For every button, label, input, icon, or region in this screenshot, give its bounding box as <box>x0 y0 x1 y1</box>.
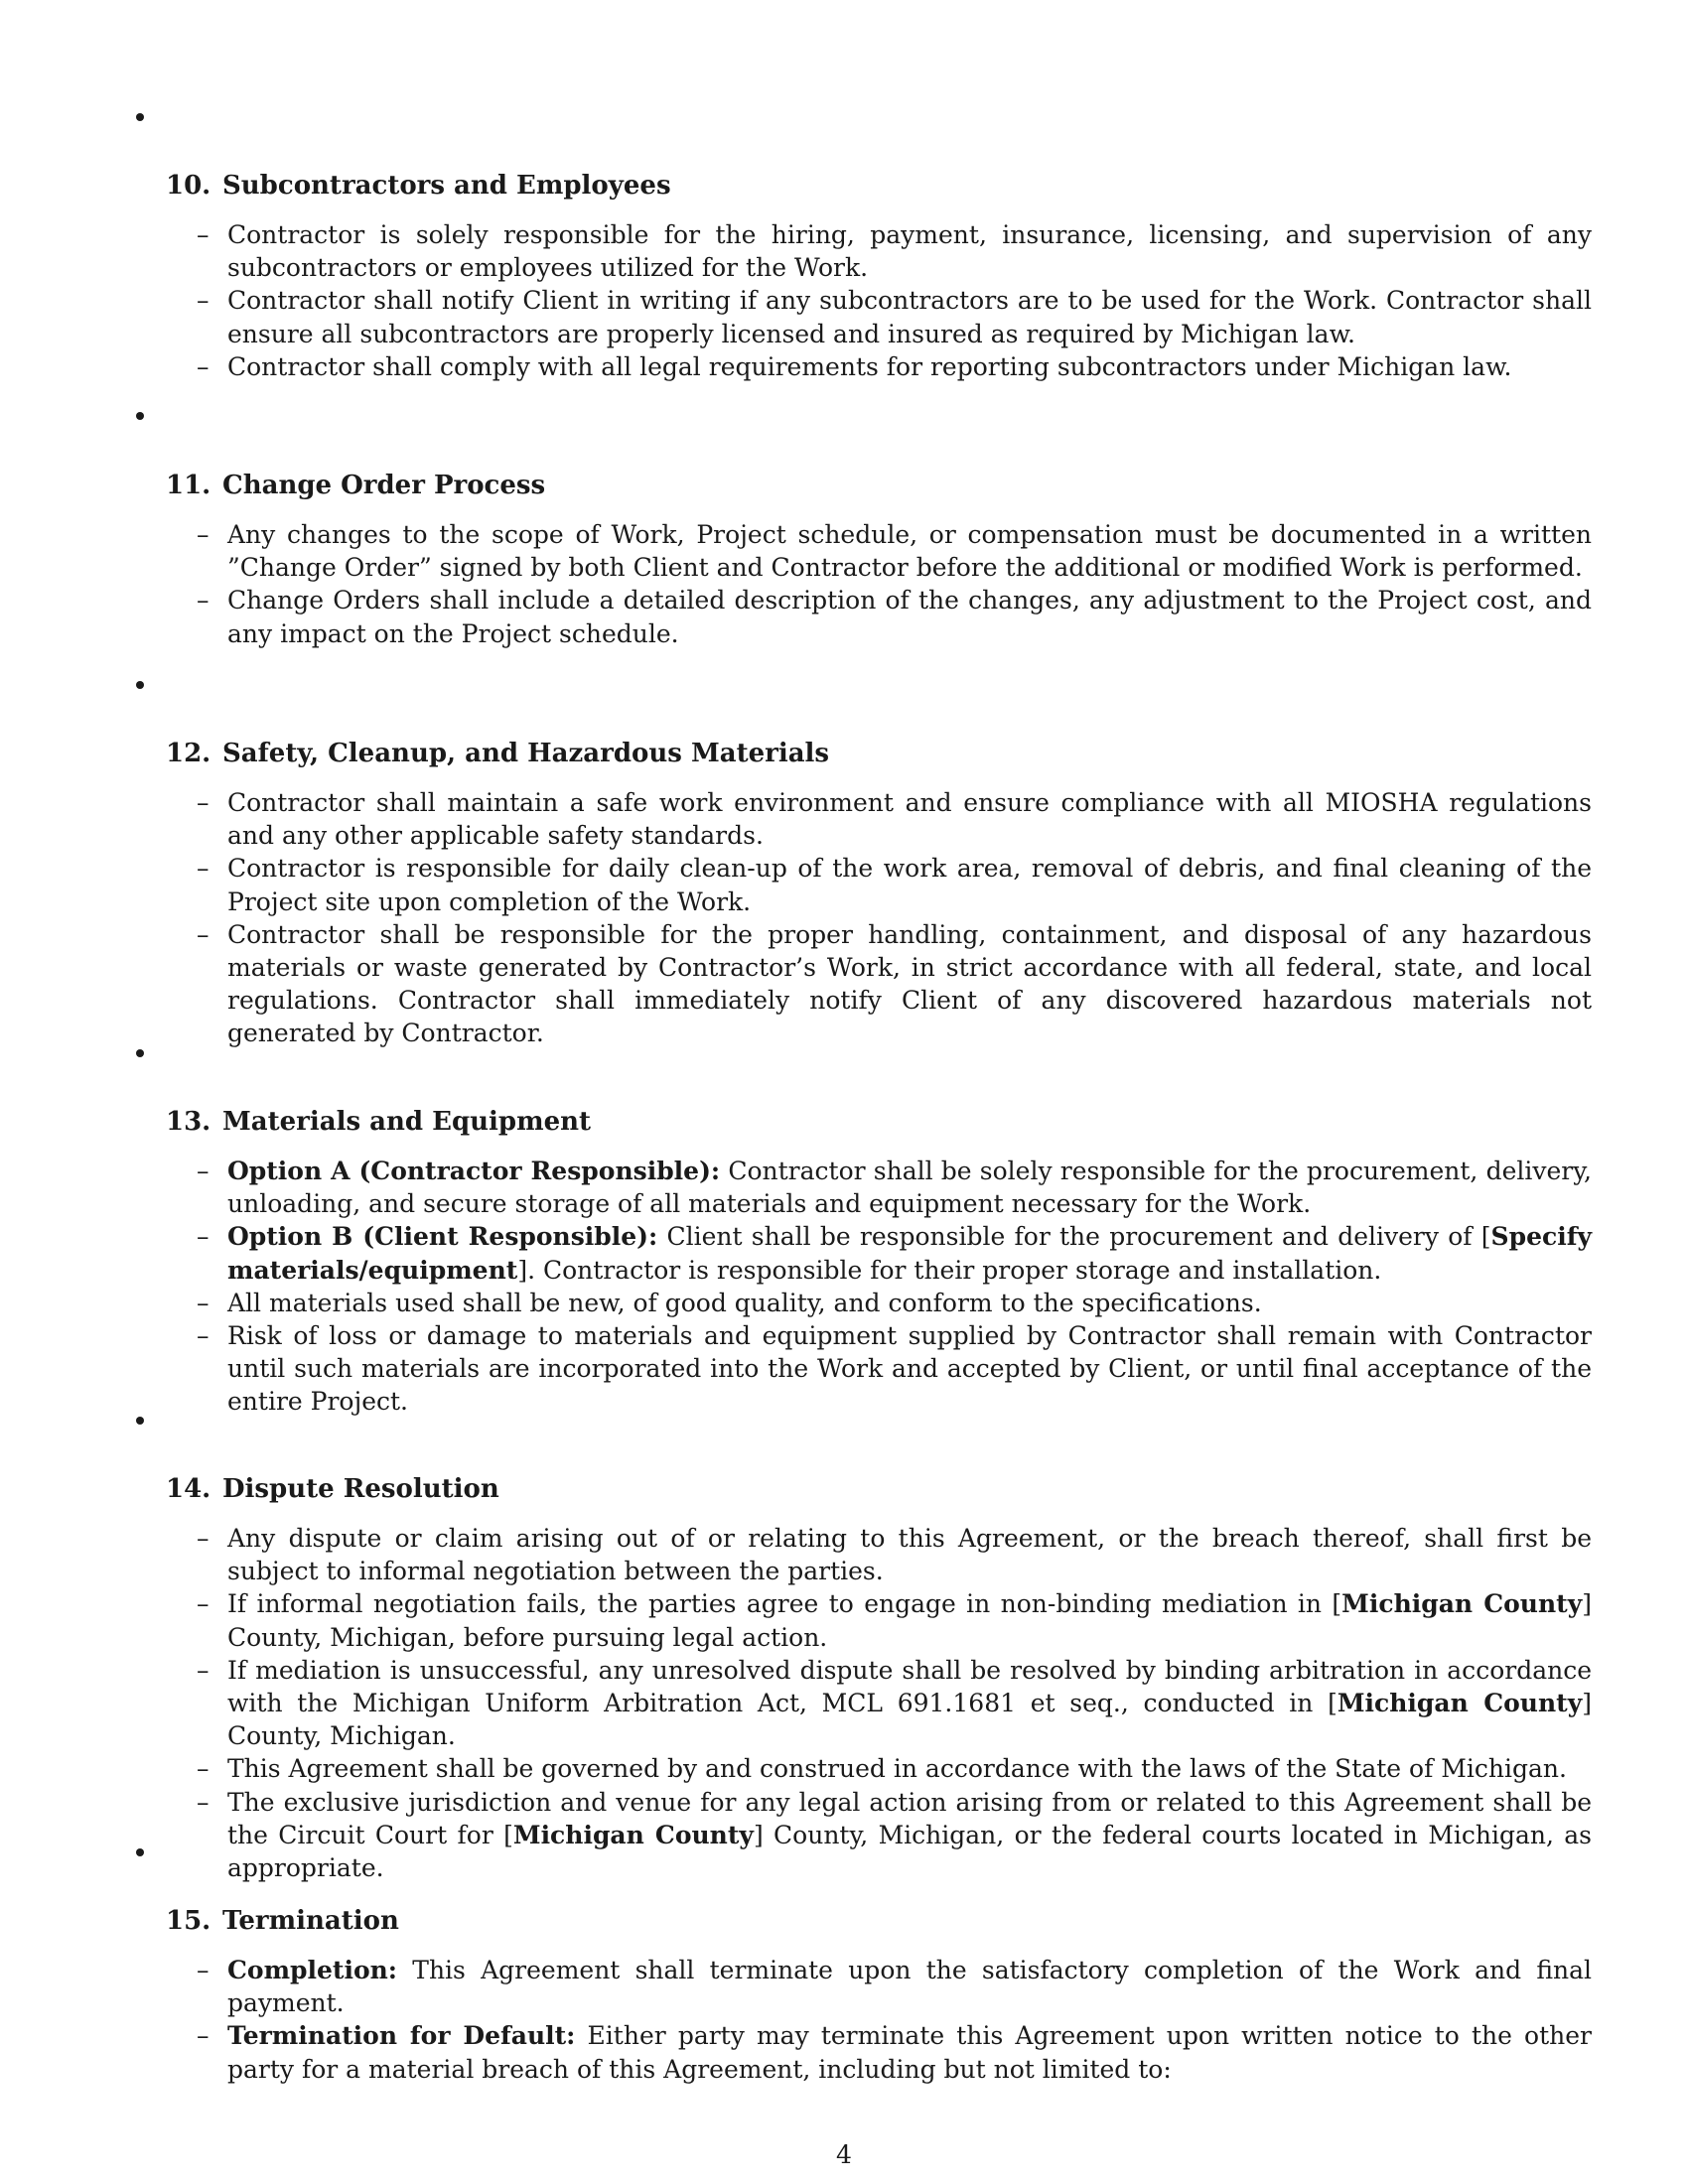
item-text: If informal negotiation fails, the parties agree to engage in non-binding mediation in [ <box>227 1589 1342 1619</box>
section-title: Subcontractors and Employees <box>222 171 671 201</box>
section-heading <box>166 1472 499 1506</box>
dash-marker: – <box>197 1787 210 1817</box>
item-text: Client shall be responsible for the procurement and delivery of [ <box>666 1222 1491 1252</box>
section-number: 14. <box>166 1474 211 1504</box>
list-item <box>197 2019 1592 2085</box>
dash-marker: – <box>197 1288 210 1317</box>
list-item <box>197 1522 1592 1587</box>
item-text: Contractor shall be responsible for the proper handling, containment, and disposal of any hazardous materials or waste generated by Contractor’s Work, in strict accordance with all federal, state, and local regulations. Contractor shall immediately notify Client of any discovered hazardous materials not generated by Contractor. <box>227 919 1592 1048</box>
item-label: Completion: <box>227 1956 398 1984</box>
list-item <box>197 786 1592 852</box>
item-text: Contractor is solely responsible for the hiring, payment, insurance, licensing, and supervision of any subcontractors or employees utilized for the Work. <box>227 220 1592 283</box>
bullet-marker <box>136 1049 144 1057</box>
section-item-list <box>197 786 1592 1050</box>
placeholder-field: Specify materials/equipment <box>227 1222 1592 1285</box>
dash-marker: – <box>197 788 210 817</box>
item-text: Risk of loss or damage to materials and equipment supplied by Contractor shall remain with Contractor until such materials are incorporated into the Work and accepted by Client, or until final acceptance of the entire Project. <box>227 1321 1592 1417</box>
dash-marker: – <box>197 854 210 884</box>
section-item-list <box>197 1522 1592 1884</box>
section-heading <box>166 1904 399 1938</box>
section-number: 12. <box>166 739 211 768</box>
dash-marker: – <box>197 1589 210 1619</box>
item-text: Contractor is responsible for daily clean-up of the work area, removal of debris, and final cleaning of the Project site upon completion of the Work. <box>227 854 1592 916</box>
item-text: If mediation is unsuccessful, any unresolved dispute shall be resolved by binding arbitration in accordance with the Michigan Uniform Arbitration Act, MCL 691.1681 et seq., conducted in [ <box>227 1655 1592 1718</box>
bullet-marker <box>136 412 144 420</box>
bullet-marker <box>136 113 144 121</box>
section-heading <box>166 169 671 203</box>
dash-marker: – <box>197 520 210 549</box>
item-label: Termination for Default: <box>227 2021 576 2051</box>
bullet-marker <box>136 681 144 689</box>
dash-marker: – <box>197 1524 210 1553</box>
item-text: Contractor shall maintain a safe work environment and ensure compliance with all MIOSHA regulations and any other applicable safety standards. <box>227 788 1592 851</box>
dash-marker: – <box>197 586 210 615</box>
item-text: This Agreement shall terminate upon the satisfactory completion of the Work and final payment. <box>227 1956 1592 2018</box>
item-text: Change Orders shall include a detailed description of the changes, any adjustment to the Project cost, and any impact on the Project schedule. <box>227 586 1592 648</box>
section-heading <box>166 737 829 770</box>
item-text: Contractor shall notify Client in writing if any subcontractors are to be used for the Work. Contractor shall ensure all subcontractors are properly licensed and insured as required by Michigan law. <box>227 286 1592 348</box>
dash-marker: – <box>197 286 210 316</box>
item-text: Any dispute or claim arising out of or relating to this Agreement, or the breach thereof, shall first be subject to informal negotiation between the parties. <box>227 1524 1592 1586</box>
item-text: Contractor shall comply with all legal requirements for reporting subcontractors under Michigan law. <box>227 351 1512 381</box>
section-item-list <box>197 1954 1592 2086</box>
dash-marker: – <box>197 1655 210 1685</box>
section-title: Safety, Cleanup, and Hazardous Materials <box>222 739 830 768</box>
item-text: This Agreement shall be governed by and construed in accordance with the laws of the State of Michigan. <box>227 1754 1567 1784</box>
item-text-after: ] County, Michigan, before pursuing legal action. <box>227 1589 1592 1652</box>
dash-marker: – <box>197 1222 210 1252</box>
list-item <box>197 350 1592 383</box>
placeholder-field: Michigan County <box>1336 1689 1583 1718</box>
item-text-after: ]. Contractor is responsible for their proper storage and installation. <box>517 1255 1382 1285</box>
section-item-list <box>197 218 1592 383</box>
section-item-list <box>197 1155 1592 1419</box>
section-title: Dispute Resolution <box>222 1474 499 1504</box>
list-item <box>197 1155 1592 1220</box>
list-item <box>197 1786 1592 1885</box>
section-title: Termination <box>222 1906 399 1936</box>
dash-marker: – <box>197 1754 210 1784</box>
dash-marker: – <box>197 1157 210 1185</box>
bullet-marker <box>136 1417 144 1425</box>
section-heading <box>166 469 545 502</box>
list-item <box>197 1220 1592 1286</box>
list-item <box>197 584 1592 649</box>
item-text-after: ] County, Michigan. <box>227 1689 1592 1751</box>
item-label: Option B (Client Responsible): <box>227 1222 658 1252</box>
dash-marker: – <box>197 1956 210 1984</box>
list-item <box>197 518 1592 584</box>
bullet-marker <box>136 1848 144 1856</box>
list-item <box>197 218 1592 284</box>
page-number: 4 <box>836 2140 852 2169</box>
section-number: 13. <box>166 1107 211 1137</box>
section-item-list <box>197 518 1592 650</box>
dash-marker: – <box>197 1321 210 1351</box>
list-item <box>197 1752 1592 1785</box>
list-item <box>197 1654 1592 1753</box>
dash-marker: – <box>197 919 210 949</box>
placeholder-field: Michigan County <box>1341 1589 1583 1619</box>
item-text: All materials used shall be new, of good quality, and conform to the specifications. <box>227 1288 1262 1317</box>
item-text: Contractor shall be solely responsible for the procurement, delivery, unloading, and secure storage of all materials and equipment necessary for the Work. <box>227 1157 1592 1219</box>
list-item <box>197 1319 1592 1419</box>
list-item <box>197 1954 1592 2019</box>
item-label: Option A (Contractor Responsible): <box>227 1157 721 1185</box>
section-number: 11. <box>166 471 211 500</box>
section-heading <box>166 1105 591 1139</box>
dash-marker: – <box>197 351 210 381</box>
item-text-after: ] County, Michigan, or the federal courts located in Michigan, as appropriate. <box>227 1820 1592 1883</box>
placeholder-field: Michigan County <box>512 1820 754 1849</box>
item-text: The exclusive jurisdiction and venue for any legal action arising from or related to this Agreement shall be the Circuit Court for [ <box>227 1787 1592 1849</box>
item-text: Either party may terminate this Agreement upon written notice to the other party for a material breach of this Agreement, including but not limited to: <box>227 2021 1593 2084</box>
list-item <box>197 918 1592 1050</box>
list-item <box>197 852 1592 917</box>
item-text: Any changes to the scope of Work, Project schedule, or compensation must be documented in a written ”Change Order” signed by both Client and Contractor before the additional or modified Work is performed. <box>227 520 1592 583</box>
dash-marker: – <box>197 220 210 249</box>
list-item <box>197 284 1592 349</box>
section-title: Materials and Equipment <box>222 1107 592 1137</box>
section-number: 15. <box>166 1906 211 1936</box>
section-number: 10. <box>166 171 211 201</box>
dash-marker: – <box>197 2021 210 2051</box>
list-item <box>197 1587 1592 1653</box>
section-title: Change Order Process <box>222 471 546 500</box>
list-item <box>197 1287 1592 1319</box>
